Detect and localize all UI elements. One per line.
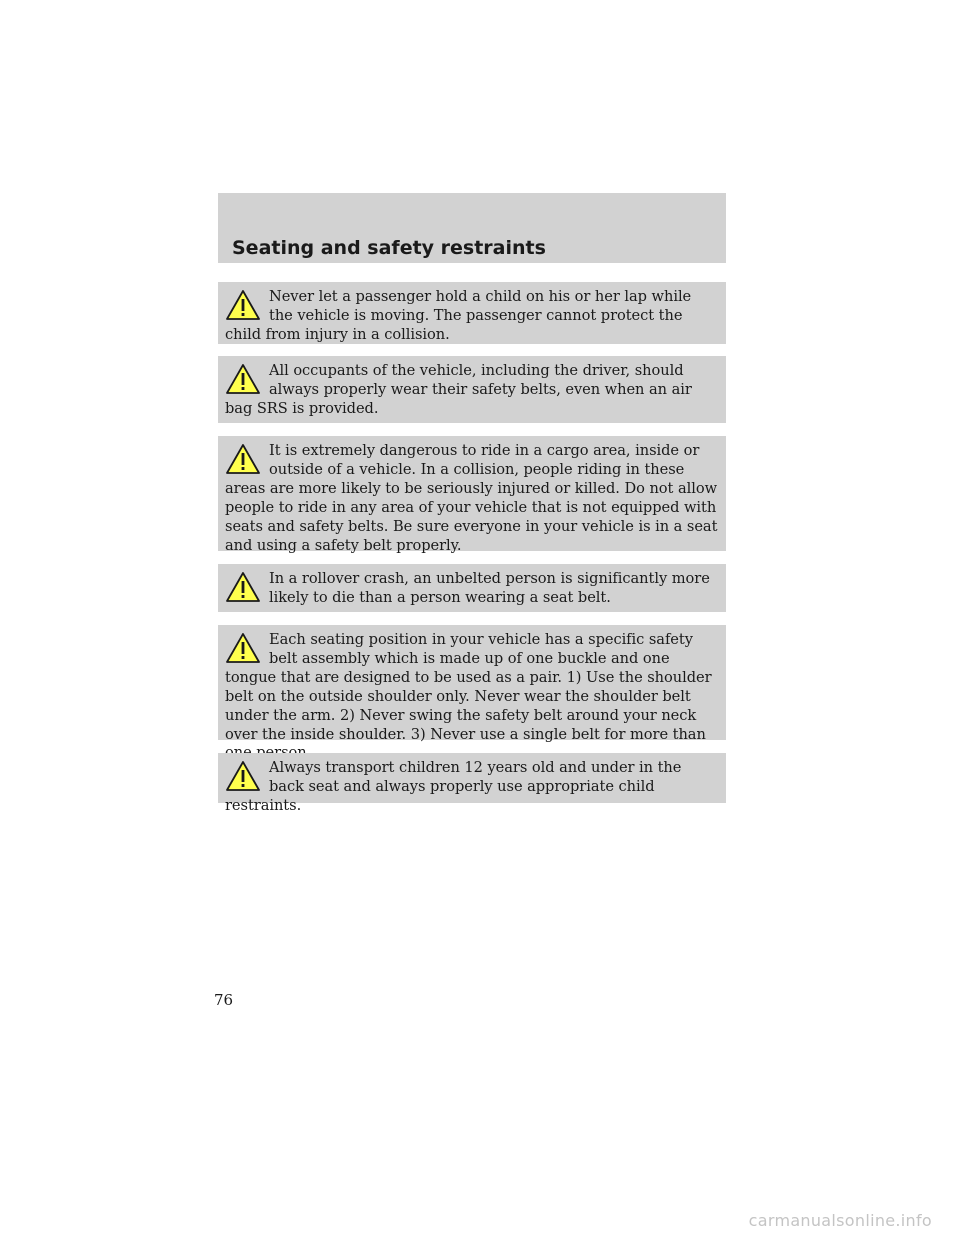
warning-box bbox=[218, 753, 726, 814]
warning-triangle-icon bbox=[225, 443, 261, 475]
warning-text: Each seating position in your vehicle has a specific safety belt assembly which is made up of one buckle and one tongue that are designed to be used as a pair. 1) Use the shoulder belt on the outside shoulder only. Never wear the shoulder belt under the arm. 2) Never swing the safety belt around your neck over the inside shoulder. 3) Never use a single belt for more than bbox=[225, 631, 712, 743]
section-title: Seating and safety restraints bbox=[232, 237, 546, 259]
section-header bbox=[218, 193, 726, 263]
warning-box bbox=[218, 625, 726, 743]
warning-box bbox=[218, 436, 726, 554]
warning-text: All occupants of the vehicle, including the driver, should always properly wear their safety belts, even when an air bag SRS is provided. bbox=[225, 362, 692, 417]
warning-triangle-icon bbox=[225, 760, 261, 792]
watermark: carmanualsonline.info bbox=[748, 1211, 932, 1230]
page-number: 76 bbox=[214, 991, 234, 1009]
warning-box bbox=[218, 564, 726, 612]
warning-triangle-icon bbox=[225, 571, 261, 603]
warning-triangle-icon bbox=[225, 363, 261, 395]
warning-text: In a rollover crash, an unbelted person is significantly more likely to die than a person wearing a seat belt. bbox=[269, 570, 710, 606]
warning-box bbox=[218, 282, 726, 344]
warning-box bbox=[218, 356, 726, 423]
warning-triangle-icon bbox=[225, 289, 261, 321]
warning-text: Always transport children 12 years old and under in the back seat and always properly use appropriate child restraints. bbox=[225, 759, 682, 814]
warning-triangle-icon bbox=[225, 632, 261, 664]
warning-text: Never let a passenger hold a child on his or her lap while the vehicle is moving. The passenger cannot protect the child from injury in a collision. bbox=[225, 288, 692, 343]
warning-text: It is extremely dangerous to ride in a cargo area, inside or outside of a vehicle. In a collision, people riding in these areas are more likely to be seriously injured or killed. Do not allow people to ride in any area of your vehicle that is not equipped with seats and safety belts. Be sure everyone in your vehicle is in a seat and using a safety belt properly. bbox=[225, 442, 718, 554]
